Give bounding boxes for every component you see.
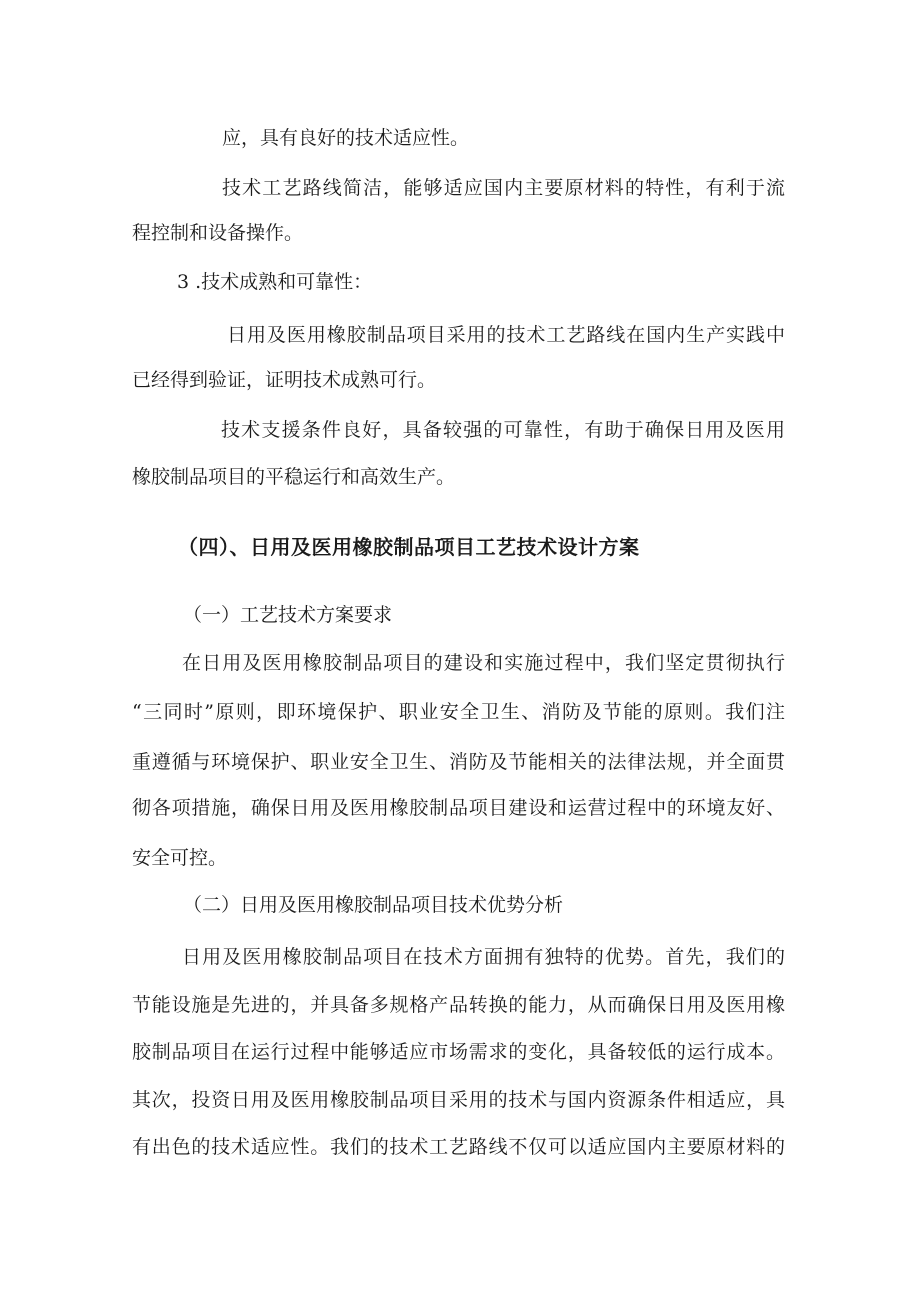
- section-heading: （四）、日用及医用橡胶制品项目工艺技术设计方案: [178, 535, 640, 559]
- list-item-heading: 3 .技术成熟和可靠性：: [177, 271, 373, 293]
- paragraph-line: 技术工艺路线简洁，能够适应国内主要原材料的特性，有利于流: [222, 177, 785, 199]
- paragraph-line: 橡胶制品项目的平稳运行和高效生产。: [132, 466, 456, 488]
- paragraph-line: 节能设施是先进的，并具备多规格产品转换的能力，从而确保日用及医用橡: [132, 994, 785, 1016]
- paragraph-line: 日用及医用橡胶制品项目在技术方面拥有独特的优势。首先，我们的: [182, 946, 785, 968]
- paragraph-line: 技术支援条件良好，具备较强的可靠性，有助于确保日用及医用: [221, 419, 785, 441]
- paragraph-line: 彻各项措施，确保日用及医用橡胶制品项目建设和运营过程中的环境友好、: [132, 797, 785, 819]
- paragraph-line: 其次，投资日用及医用橡胶制品项目采用的技术与国内资源条件相适应，具: [132, 1089, 785, 1111]
- paragraph-line: 在日用及医用橡胶制品项目的建设和实施过程中，我们坚定贯彻执行: [182, 652, 785, 674]
- paragraph-line: 程控制和设备操作。: [132, 222, 304, 244]
- paragraph-line: 已经得到验证，证明技术成熟可行。: [132, 369, 437, 391]
- paragraph-line: “三同时”原则，即环境保护、职业安全卫生、消防及节能的原则。我们注: [132, 701, 785, 723]
- paragraph-line: 有出色的技术适应性。我们的技术工艺路线不仅可以适应国内主要原材料的: [132, 1136, 785, 1158]
- paragraph-line: 日用及医用橡胶制品项目采用的技术工艺路线在国内生产实践中: [227, 324, 785, 346]
- subsection-heading: （一）工艺技术方案要求: [183, 604, 393, 626]
- paragraph-line: 胶制品项目在运行过程中能够适应市场需求的变化，具备较低的运行成本。: [132, 1041, 785, 1063]
- paragraph-line: 重遵循与环境保护、职业安全卫生、消防及节能相关的法律法规，并全面贯: [132, 751, 785, 773]
- subsection-heading: （二）日用及医用橡胶制品项目技术优势分析: [183, 894, 564, 916]
- paragraph-line: 安全可控。: [132, 847, 228, 869]
- paragraph-line: 应，具有良好的技术适应性。: [222, 127, 470, 149]
